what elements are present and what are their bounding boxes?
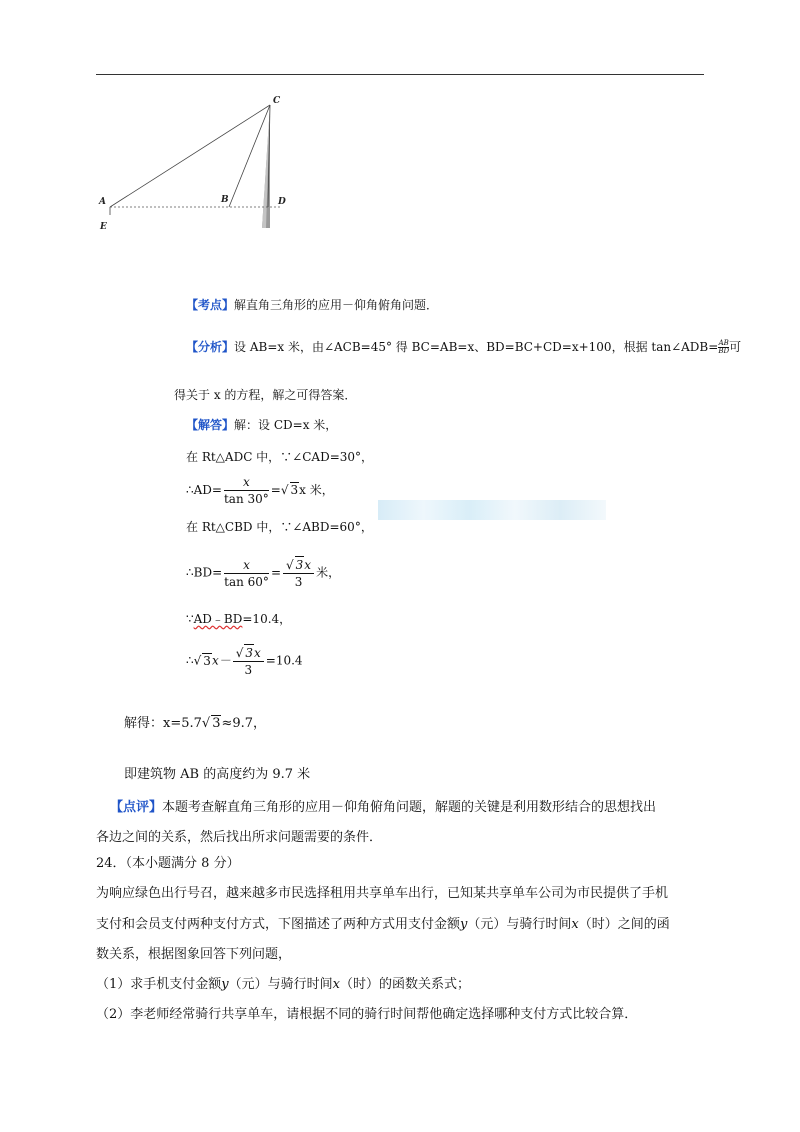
jieda-tag: 【解答】: [186, 418, 235, 432]
q24-line3: 数关系，根据图象回答下列问题，: [96, 947, 292, 962]
step4-fraction: $\frac{x}{\tan 60^\circ}$: [224, 557, 269, 589]
fenxi-line2: 得关于 x 的方程，解之可得答案．: [174, 388, 357, 402]
label-b: B: [221, 195, 229, 205]
jieda-step2: ∴AD= $\frac{x}{\tan 30^\circ}$ =√ 3x 米，: [186, 475, 334, 506]
label-d: D: [278, 197, 286, 207]
jieda-step4: ∴BD= $\frac{x}{\tan 60^\circ}$ = $\frac{√ 3x}{3}$ 米，: [186, 557, 341, 589]
line-bc: [229, 105, 270, 207]
dianping-line1: 【点评】本题考查解直角三角形的应用－仰角俯角问题，解题的关键是利用数形结合的思想找出: [110, 800, 657, 815]
jieda-intro-line: [186, 416, 337, 433]
q24-line2: 支付和会员支付两种支付方式，下图描述了两种方式用支付金额y（元）与骑行时间x（时）之间的函: [96, 917, 670, 932]
fenxi-text-after: 可: [729, 340, 742, 354]
dianping-tag: 【点评】: [110, 800, 163, 815]
jieda-step5: ∵AD﹣BD=10.4，: [186, 612, 292, 626]
jieda-intro: 解：设 CD=x 米，: [234, 418, 338, 432]
fenxi-line: [186, 338, 741, 355]
fenxi-tag: 【分析】: [186, 340, 235, 354]
label-e: E: [100, 222, 107, 232]
jieda-step1: 在 Rt△ADC 中，∵∠CAD=30°，: [186, 450, 374, 464]
kaodian-line: [186, 296, 438, 313]
step4-fraction2: $\frac{√ 3x}{3}$: [283, 556, 314, 590]
q24-part2: （2）李老师经常骑行共享单车，请根据不同的骑行时间帮他确定选择哪种支付方式比较合算．: [96, 1007, 638, 1022]
blurred-watermark: [378, 500, 606, 520]
q24-part1: （1）求手机支付金额y（元）与骑行时间x（时）的函数关系式；: [96, 977, 471, 992]
fenxi-text: 设 AB=x 米，由∠ACB=45° 得 BC=AB=x、BD=BC+CD=x+100，根据 tan∠ADB=: [234, 340, 719, 354]
q24-line1: 为响应绿色出行号召，越来越多市民选择租用共享单车出行，已知某共享单车公司为市民提供了手机: [96, 886, 669, 901]
q24-header: 24．（本小题满分 8 分）: [96, 856, 240, 871]
dianping-line2: 各边之间的关系，然后找出所求问题需要的条件．: [96, 830, 383, 845]
kaodian-tag: 【考点】: [186, 298, 235, 312]
jieda-step6: ∴√ 3x－ $\frac{√ 3x}{3}$ =10.4: [186, 646, 303, 677]
step2-fraction: $\frac{x}{\tan 30^\circ}$: [223, 475, 269, 506]
line-ac: [110, 105, 270, 207]
label-c: C: [273, 96, 281, 106]
label-a: A: [99, 197, 106, 207]
fenxi-fraction: $\frac{AB}{BD}$: [718, 339, 730, 355]
kaodian-text: 解直角三角形的应用－仰角俯角问题．: [234, 298, 439, 312]
jieda-step3: 在 Rt△CBD 中，∵∠ABD=60°，: [186, 520, 373, 534]
solve-line: 解得：x=5.7√ 3≈9.7，: [124, 716, 267, 731]
geometry-figure: [90, 90, 300, 240]
header-rule: [96, 74, 704, 75]
conclusion: 即建筑物 AB 的高度约为 9.7 米: [124, 767, 311, 782]
step6-fraction: $\frac{√ 3x}{3}$: [233, 644, 264, 678]
